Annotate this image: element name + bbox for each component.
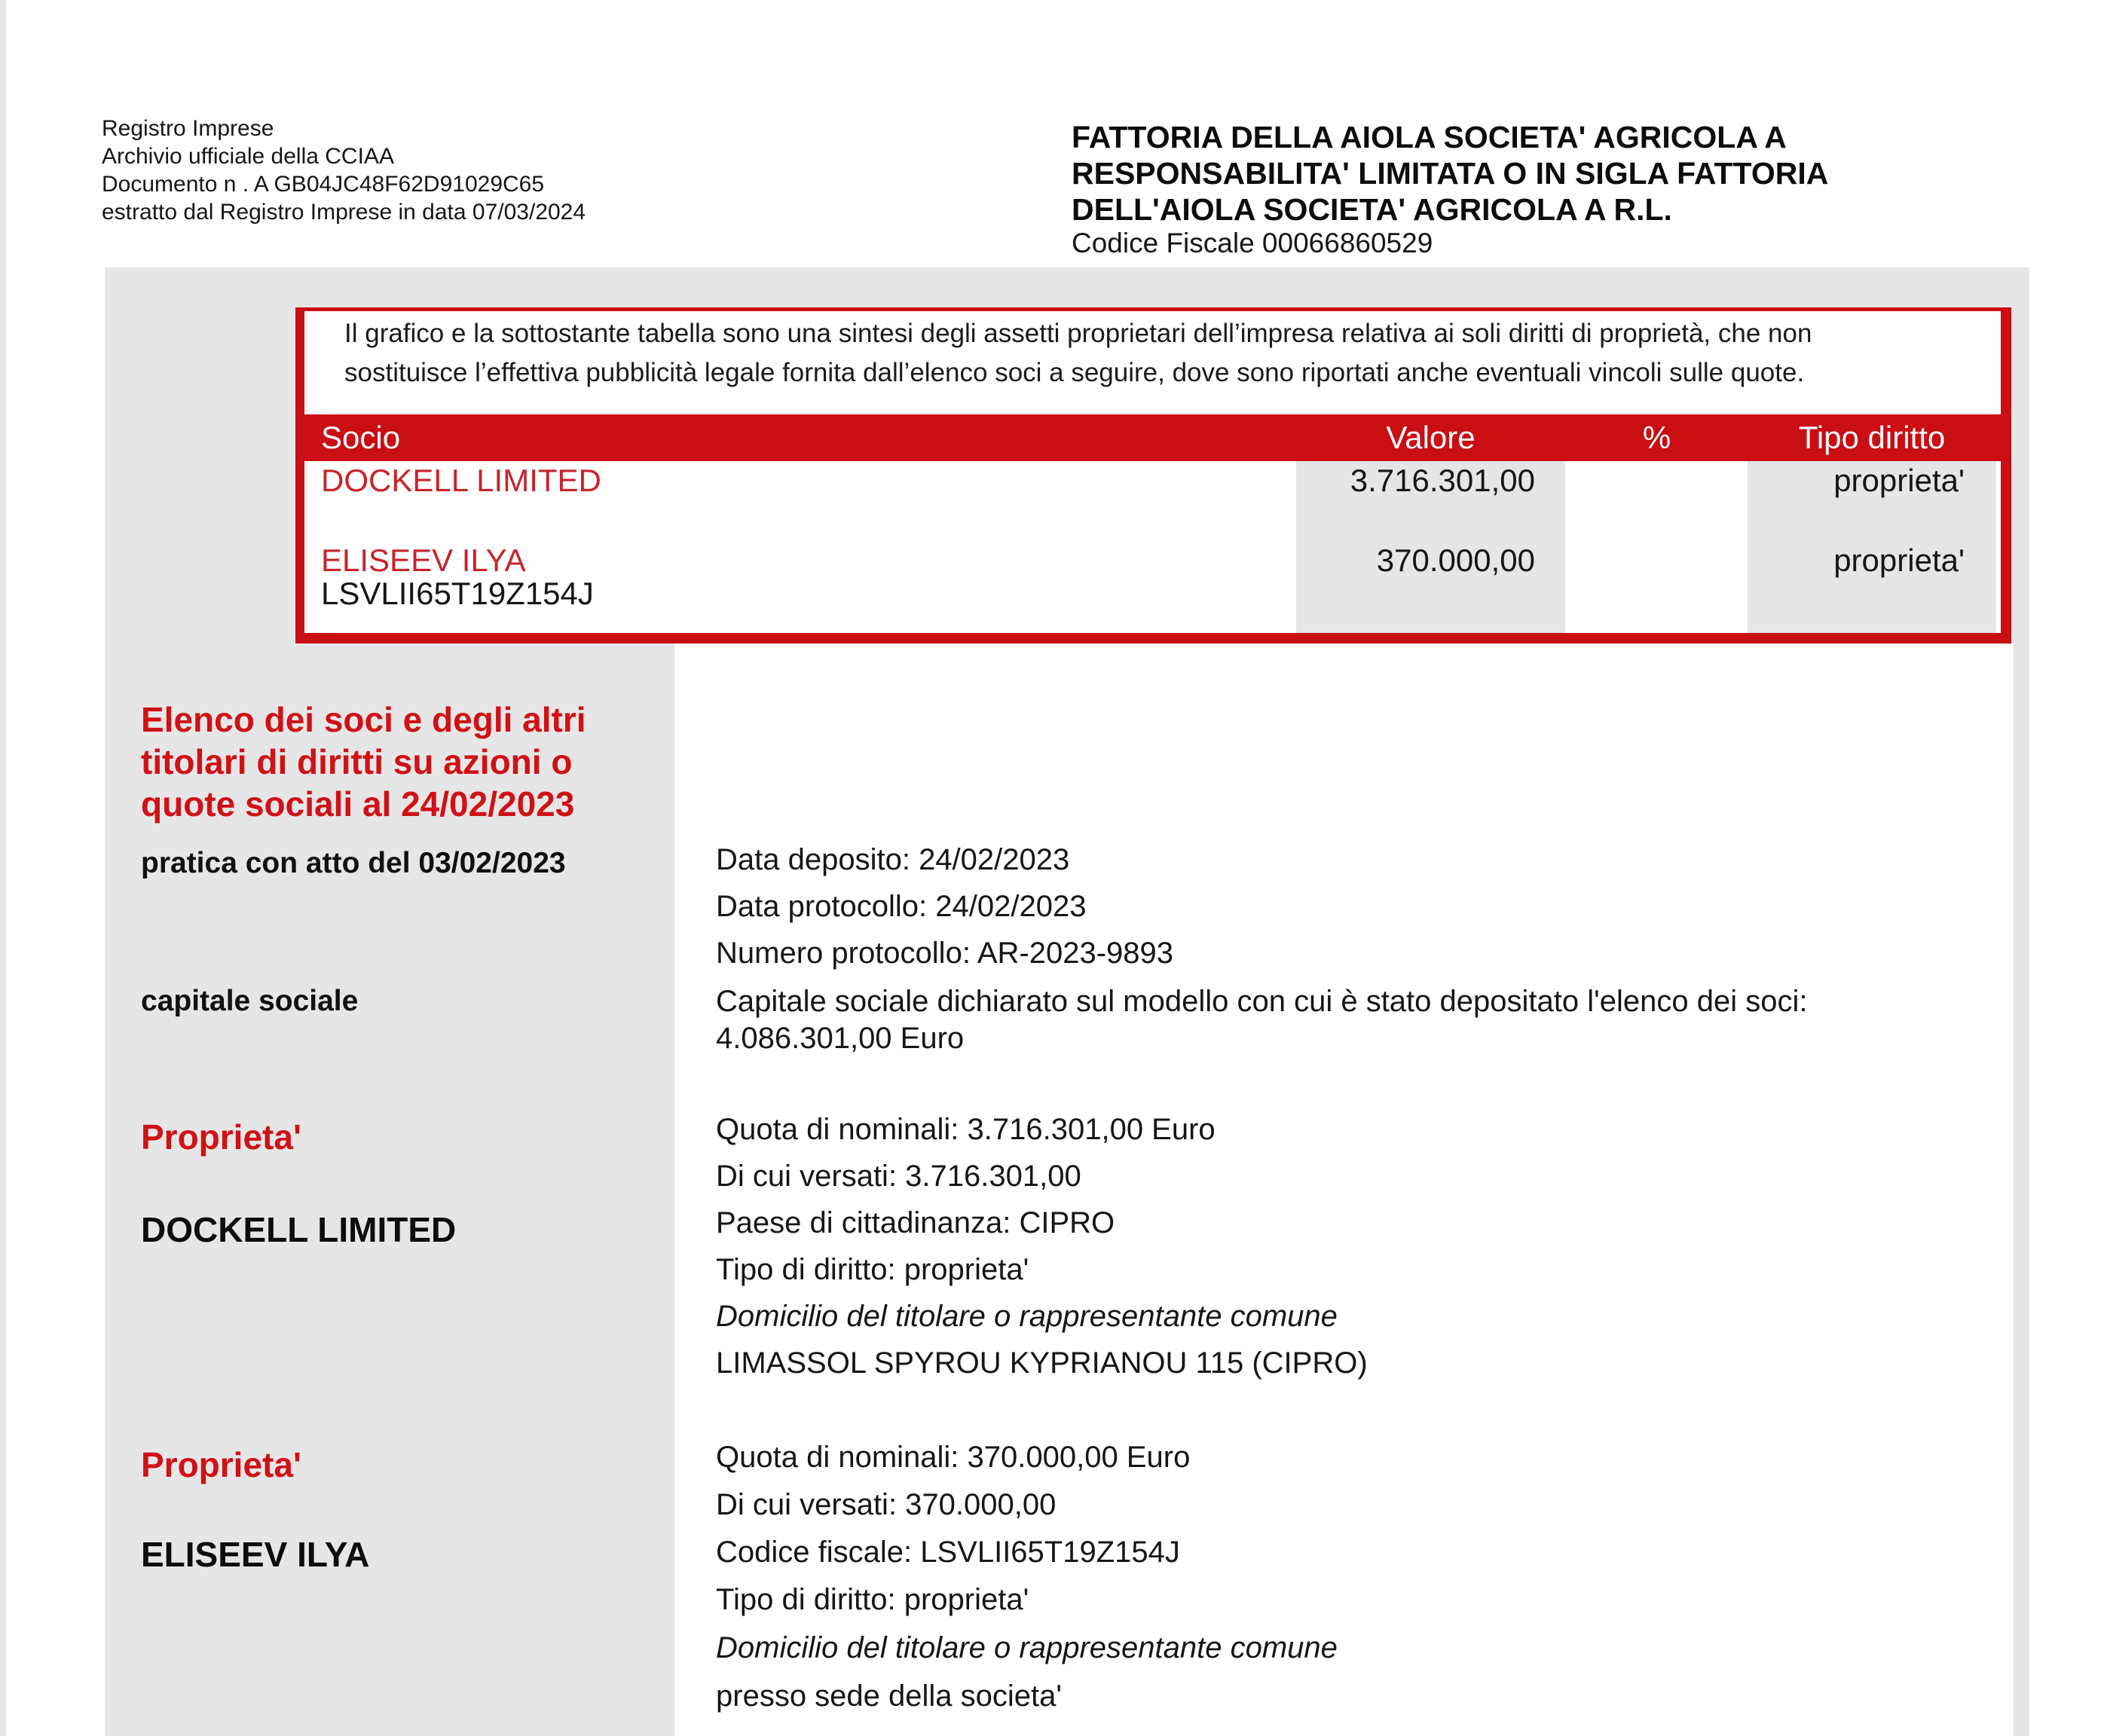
column-header-tipo-diritto: Tipo diritto [1798, 420, 1946, 455]
data-deposito: Data deposito: 24/02/2023 [716, 843, 1070, 876]
ownership-summary-box [295, 307, 2011, 643]
company-name-line: DELL'AIOLA SOCIETA' AGRICOLA A R.L. [1072, 192, 1672, 227]
column-header-valore: Valore [1386, 420, 1476, 455]
disclaimer-line: Il grafico e la sottostante tabella sono una sintesi degli assetti proprietari dell’impresa relativa ai soli diritti di proprietà, che non [344, 319, 1812, 348]
tipo-diritto: Tipo di diritto: proprieta' [716, 1253, 1029, 1286]
registry-header [102, 115, 586, 226]
table-row-valore: 3.716.301,00 [1350, 463, 1535, 498]
elenco-heading-line: titolari di diritti su azioni o [141, 742, 573, 781]
registry-line: Registro Imprese [102, 116, 274, 141]
registry-line: Archivio ufficiale della CCIAA [102, 144, 394, 169]
company-name-line: FATTORIA DELLA AIOLA SOCIETA' AGRICOLA A [1072, 120, 1787, 154]
column-header-socio: Socio [321, 420, 401, 455]
domicilio-value: LIMASSOL SPYROU KYPRIANOU 115 (CIPRO) [716, 1346, 1368, 1380]
company-name [1072, 119, 1991, 228]
elenco-heading-line: quote sociali al 24/02/2023 [141, 784, 575, 824]
extract-date: estratto dal Registro Imprese in data 07/03/2024 [102, 200, 586, 225]
fiscal-code: Codice Fiscale 00066860529 [1072, 228, 1433, 258]
di-cui-versati: Di cui versati: 3.716.301,00 [716, 1160, 1081, 1193]
proprieta-label: Proprieta' [141, 1445, 301, 1484]
table-header-row [304, 414, 2001, 461]
di-cui-versati: Di cui versati: 370.000,00 [716, 1488, 1057, 1521]
capitale-line: 4.086.301,00 Euro [716, 1022, 965, 1055]
column-header-percent: % [1642, 420, 1671, 455]
page-edge-strip [0, 0, 6, 1736]
tipo-diritto: Tipo di diritto: proprieta' [716, 1583, 1029, 1616]
pratica-label: pratica con atto del 03/02/2023 [141, 847, 566, 879]
table-row-socio-codice: LSVLII65T19Z154J [321, 576, 594, 611]
table-row-valore: 370.000,00 [1376, 542, 1535, 578]
quota-nominali: Quota di nominali: 3.716.301,00 Euro [716, 1113, 1216, 1146]
capitale-sociale-dichiarato [716, 983, 1959, 1057]
table-row-tipo: proprieta' [1833, 463, 1965, 498]
numero-protocollo: Numero protocollo: AR-2023-9893 [716, 937, 1174, 970]
right-edge-stripe [2014, 267, 2029, 1736]
domicilio-value: presso sede della societa' [716, 1679, 1063, 1713]
disclaimer-line: sostituisce l’effettiva pubblicità legale fornita dall’elenco soci a seguire, dove sono riportati anche eventuali vincoli sulle quote. [344, 358, 1805, 387]
elenco-soci-heading [141, 698, 586, 825]
data-protocollo: Data protocollo: 24/02/2023 [716, 890, 1087, 923]
document-number: Documento n . A GB04JC48F62D91029C65 [102, 172, 545, 197]
quota-nominali: Quota di nominali: 370.000,00 Euro [716, 1441, 1191, 1474]
table-row-socio: DOCKELL LIMITED [321, 463, 601, 498]
capitale-sociale-label: capitale sociale [141, 985, 359, 1017]
table-row-socio: ELISEEV ILYA [321, 542, 526, 578]
domicilio-label: Domicilio del titolare o rappresentante comune [716, 1631, 1338, 1664]
domicilio-label: Domicilio del titolare o rappresentante comune [716, 1300, 1338, 1333]
codice-fiscale-line: Codice fiscale: LSVLII65T19Z154J [716, 1536, 1180, 1569]
holder-name: ELISEEV ILYA [141, 1535, 370, 1574]
company-name-line: RESPONSABILITA' LIMITATA O IN SIGLA FATTORIA [1072, 156, 1829, 191]
paese-cittadinanza: Paese di cittadinanza: CIPRO [716, 1206, 1115, 1239]
elenco-heading-line: Elenco dei soci e degli altri [141, 700, 586, 739]
capitale-line: Capitale sociale dichiarato sul modello con cui è stato depositato l'elenco dei soci: [716, 985, 1808, 1018]
holder-name: DOCKELL LIMITED [141, 1210, 457, 1249]
table-row-tipo: proprieta' [1833, 542, 1965, 578]
summary-disclaimer [344, 314, 1812, 393]
proprieta-label: Proprieta' [141, 1117, 301, 1157]
